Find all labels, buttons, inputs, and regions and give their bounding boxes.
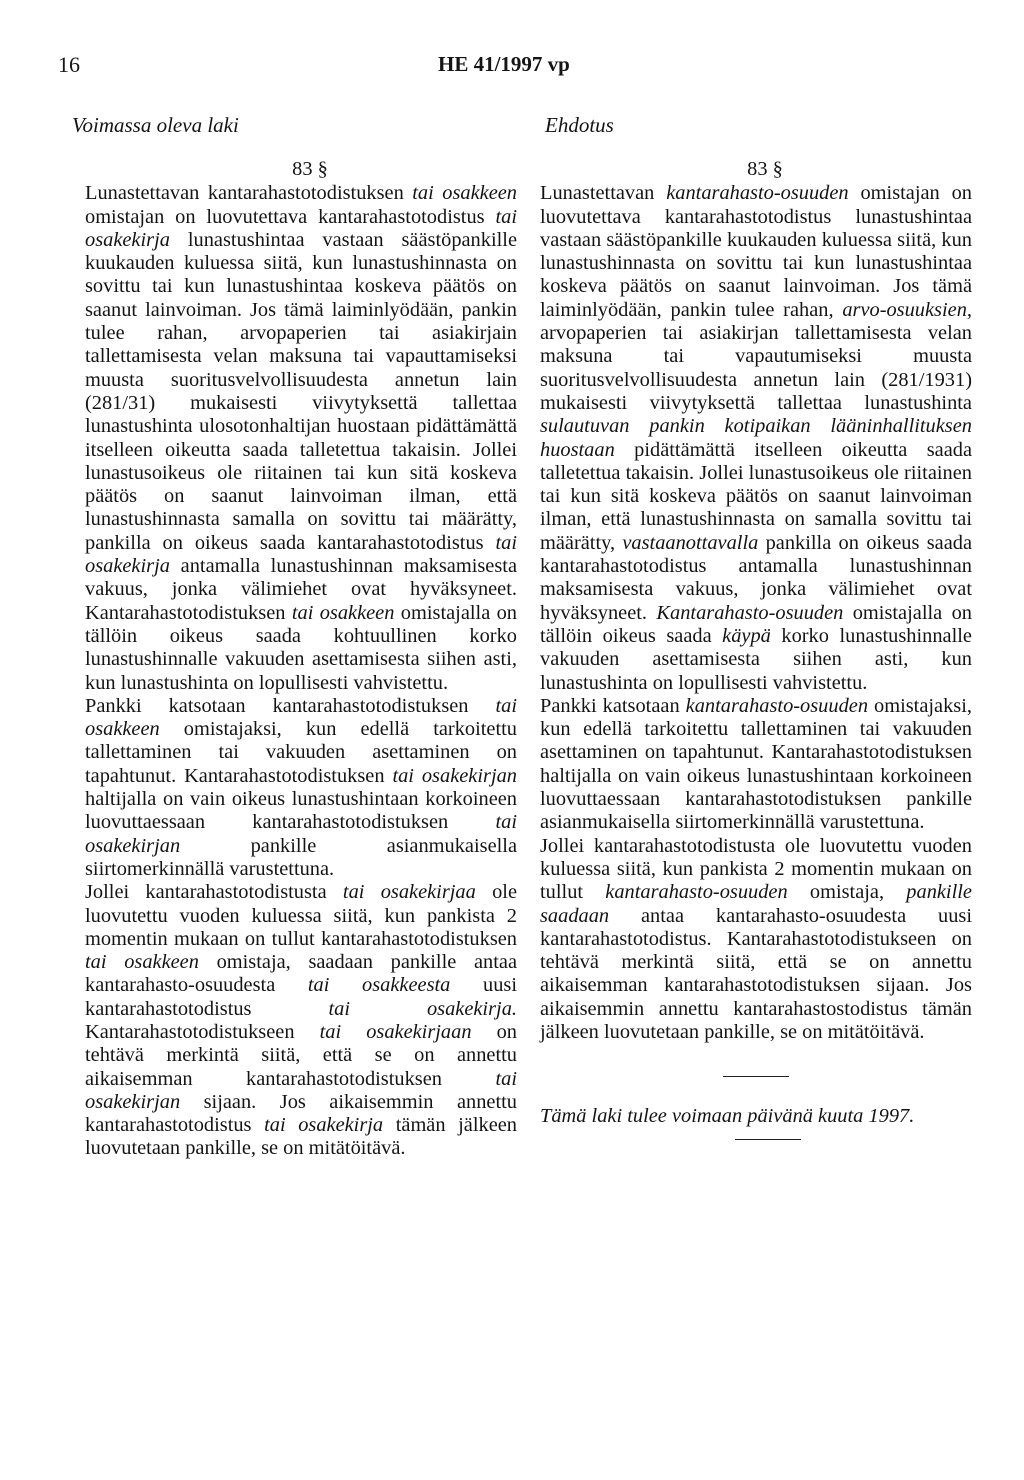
text-run: uusi kantarahastotodistus — [85, 974, 517, 1020]
text-run: Jollei kantarahastotodistusta — [85, 881, 343, 904]
text-run: arvopaperien tai asiakirjan tallettamisesta velan maksuna tai vapautumiseksi muusta suoritusvelvollisuudesta annetun lain (281/1931) mukaisesti viivytyksettä tallettaa lunastushinta — [540, 322, 972, 414]
section-heading: 83 § — [292, 158, 328, 180]
emphasized-text: tai osakekirjaan — [319, 1020, 472, 1043]
emphasized-text: tai osakkeen — [412, 182, 517, 205]
emphasized-text: tai osakekirja. — [328, 997, 517, 1020]
text-run: Pankki katsotaan — [540, 694, 686, 717]
paragraph — [85, 695, 517, 881]
text-run: omistajan on luovutettava kantarahastotodistus — [85, 205, 496, 228]
text-run: ole luovutettu vuoden kuluessa siitä, kun pankista 2 momentin mukaan on tullut kantarahastotodistuksen — [85, 881, 517, 950]
divider-rule — [735, 1139, 801, 1140]
text-run: Kantarahastotodistukseen — [85, 1020, 320, 1043]
enactment-clause: Tämä laki tulee voimaan päivänä kuuta 1997. — [540, 1105, 915, 1128]
text-run: haltijalla on vain oikeus lunastushintaan korkoineen luovuttaessaan kantarahastotodistuksen — [85, 788, 517, 834]
current-law-column — [85, 158, 517, 1161]
text-run: antamalla lunastushinnan maksamisesta vakuus, jonka välimiehet ovat hyväksyneet. Kantarahastotodistuksen — [85, 555, 517, 624]
text-run: antaa kantarahasto-osuudesta uusi kantarahastotodistus. Kantarahastotodistukseen on tehtävä merkintä siitä, että se on annettu aikaisemman kantarahastotodistuksen sijaan. Jos aikaisemmin annettu kantarahastostodistus tämän jälkeen luovutetaan pankille, se on mitätöitävä. — [540, 904, 972, 1043]
text-run: omistajaksi, kun edellä tarkoitettu tallettaminen tai vakuuden asettaminen on tapahtunut. Kantarahastotodistuksen — [85, 718, 517, 787]
paragraph — [85, 182, 517, 695]
text-run: Jollei kantarahastotodistusta ole luovutettu vuoden kuluessa siitä, kun pankista 2 momentin mukaan on tullut — [540, 834, 972, 904]
column-title-proposal: Ehdotus — [545, 113, 614, 137]
column-title-current-law: Voimassa oleva laki — [72, 113, 239, 137]
text-run: Pankki katsotaan kantarahastotodistuksen — [85, 694, 496, 717]
text-run: omistajan on luovutettava kantarahastotodistus lunastushintaa vastaan säästöpankille kuukauden kuluessa siitä, kun lunastushinnasta on sovittu tai kun lunastushintaa koskeva päätös on saanut lainvoiman. Jos tämä laiminlyödään, pankin tulee rahan, — [540, 182, 972, 321]
emphasized-text: tai osakekirja — [85, 531, 517, 578]
emphasized-text: tai osakekirjan — [85, 1067, 517, 1113]
text-run: omistajaksi, kun edellä tarkoitettu tallettaminen tai vakuuden asettaminen on tapahtunut. Kantarahastotodistuksen haltijalla on vain oikeus lunastushintaan korkoineen luovuttaessaan kantarahastotodistuksen pankille asianmukaisella siirtomerkinnällä varustettuna. — [540, 694, 972, 834]
emphasized-text: kantarahasto-osuuden — [605, 881, 788, 904]
paragraph — [540, 182, 972, 695]
emphasized-text: arvo-osuuksien, — [842, 298, 972, 321]
emphasized-text: vastaanottavalla — [622, 531, 759, 554]
section-heading: 83 § — [747, 158, 783, 180]
emphasized-text: tai osakekirjan — [85, 811, 517, 857]
emphasized-text: tai osakkeen — [85, 694, 517, 741]
page-number: 16 — [58, 52, 80, 77]
text-run: on tehtävä merkintä siitä, että se on annettu aikaisemman kantarahastotodistuksen — [85, 1020, 517, 1090]
text-run: pankilla on oikeus saada kantarahastotodistus antamalla lunastushinnan maksamisesta vakuus, jonka välimiehet ovat hyväksyneet. — [540, 531, 972, 624]
paragraph — [85, 881, 517, 1161]
proposal-column — [540, 158, 972, 1140]
text-run: omistaja, — [787, 881, 907, 904]
emphasized-text: tai osakekirjan — [392, 764, 517, 787]
divider-rule — [723, 1076, 789, 1077]
emphasized-text: käypä — [722, 624, 771, 647]
emphasized-text: kantarahasto-osuuden — [666, 182, 849, 205]
text-run: sijaan. Jos aikaisemmin annettu kantarahastotodistus — [85, 1090, 517, 1137]
emphasized-text: tai osakkeen — [291, 601, 395, 624]
emphasized-text: tai osakekirja — [85, 205, 517, 251]
text-run: lunastushintaa vastaan säästöpankille kuukauden kuluessa siitä, kun lunastushinnasta on sovittu tai kun lunastushintaa koskeva päätös on saanut lainvoiman. Jos tämä laiminlyödään, pankin tulee rahan, arvopaperien tai asiakirjain tallettamisesta velan maksuna tai vapauttamiseksi muusta suoritusvelvollisuudesta annetun lain (281/31) mukaisesti viivytyksettä tallettaa lunastushinta ulosotonhaltijan huostaan pidättämättä itselleen oikeutta saada talletettua takaisin. Jollei lunastusoikeus ole riitainen tai kun sitä koskeva päätös on saanut lainvoiman ilman, että lunastushinnasta samalla on sovittu tai määrätty, pankilla on oikeus saada kantarahastotodistus — [85, 228, 517, 554]
emphasized-text: tai osakkeen — [85, 951, 199, 974]
paragraph — [540, 835, 972, 1045]
emphasized-text: tai osakekirja — [264, 1114, 384, 1137]
paragraph — [540, 695, 972, 835]
text-run: tämän jälkeen luovutetaan pankille, se on mitätöitävä. — [85, 1114, 518, 1160]
emphasized-text: tai osakekirjaa — [342, 881, 476, 904]
closing-block — [540, 1076, 972, 1139]
document-id: HE 41/1997 vp — [438, 52, 570, 76]
text-run: omistajalla on tällöin oikeus saada — [540, 601, 972, 647]
text-run: Lunastettavan — [540, 182, 667, 205]
text-run: pankille asianmukaisella siirtomerkinnällä varustettuna. — [85, 834, 517, 880]
text-run: omistajalla on tällöin oikeus saada kohtuullinen korko lunastushinnalle vakuuden asettamisesta siihen asti, kun lunastushinta on lopullisesti vahvistettu. — [85, 601, 517, 694]
emphasized-text: tai osakkeesta — [307, 974, 451, 997]
emphasized-text: Kantarahasto-osuuden — [656, 601, 844, 624]
text-run: korko lunastushinnalle vakuuden asettamisesta siihen asti, kun lunastushinta on lopullisesti vahvistettu. — [540, 624, 972, 694]
emphasized-text: kantarahasto-osuuden — [685, 694, 869, 717]
text-run: pidättämättä itselleen oikeutta saada talletettua takaisin. Jollei lunastusoikeus ole riitainen tai kun sitä koskeva päätös on saanut lainvoiman ilman, että lunastushinnasta on samalla sovittu tai määrätty, — [540, 438, 972, 554]
emphasized-text: pankille saadaan — [540, 881, 972, 927]
text-run: Lunastettavan kantarahastotodistuksen — [85, 182, 413, 205]
emphasized-text: sulautuvan pankin kotipaikan lääninhallituksen huostaan — [540, 415, 972, 461]
text-run: omistaja, saadaan pankille antaa kantarahasto-osuudesta — [85, 951, 517, 997]
